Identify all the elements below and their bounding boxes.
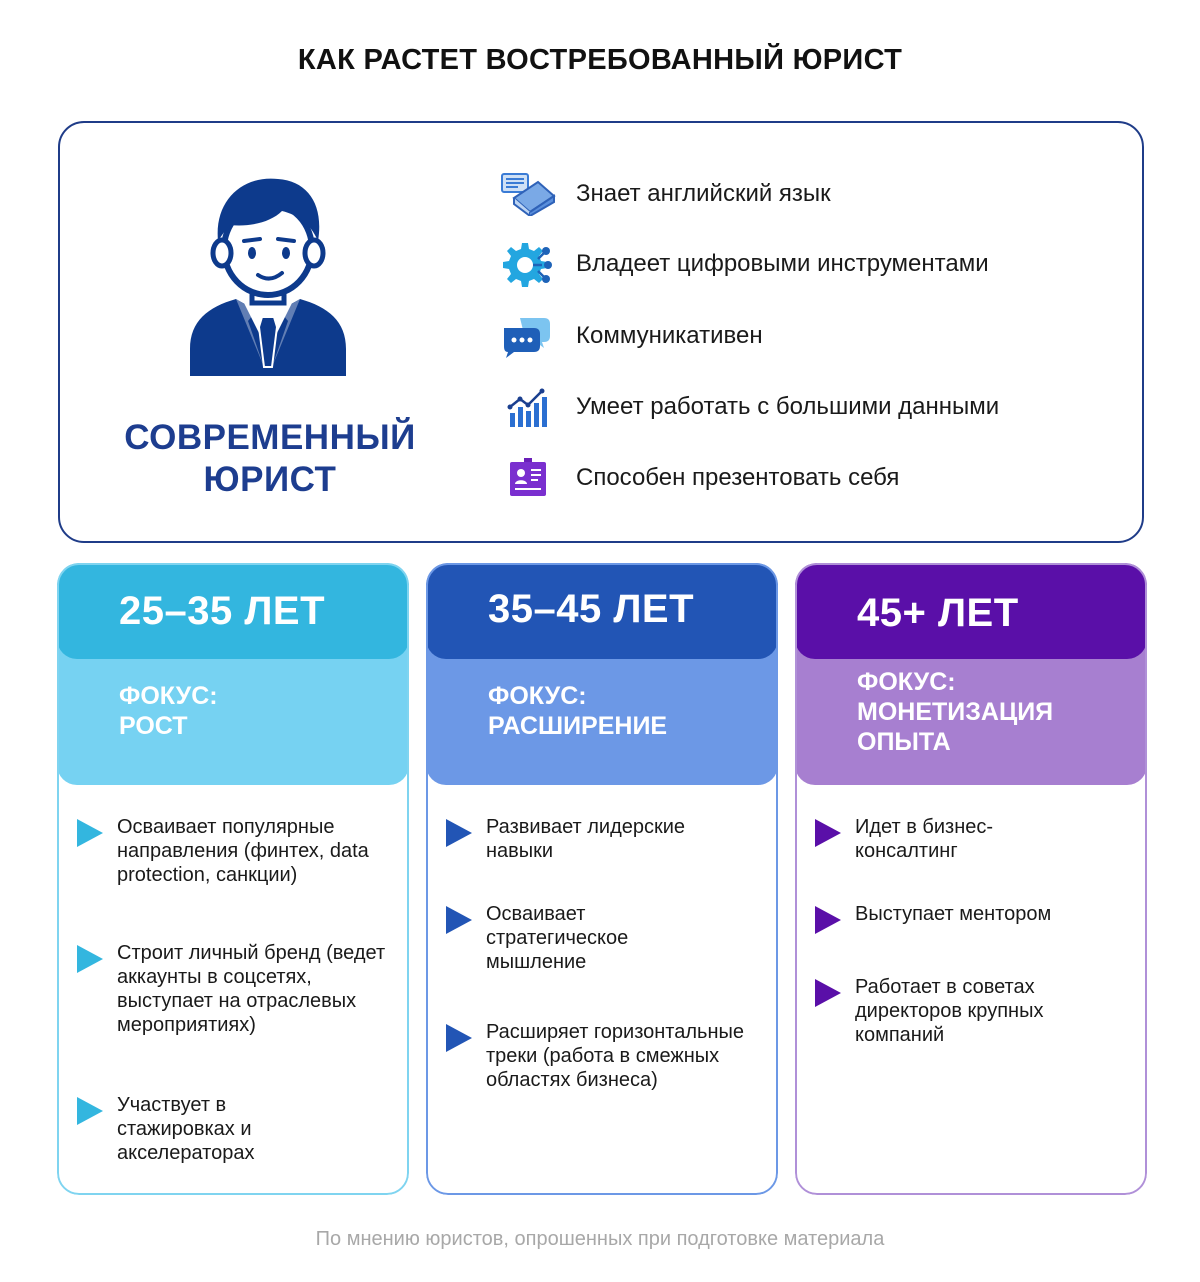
triangle-bullet-icon bbox=[815, 979, 841, 1007]
skill-text-data: Умеет работать с большими данными bbox=[576, 393, 1000, 420]
modern-lawyer-label bbox=[100, 417, 440, 501]
stage-focus-line: МОНЕТИЗАЦИЯ bbox=[857, 698, 1054, 726]
list-item bbox=[815, 902, 1135, 926]
stage-focus-band bbox=[795, 637, 1147, 785]
stage-header bbox=[795, 563, 1147, 659]
triangle-bullet-icon bbox=[77, 945, 103, 973]
stage-focus-text bbox=[488, 681, 768, 741]
english-book-icon bbox=[500, 169, 556, 219]
stage-age-label: 35–45 ЛЕТ bbox=[488, 587, 695, 631]
stage-focus-text bbox=[857, 667, 1137, 757]
stage-card-25-35 bbox=[57, 563, 409, 1195]
skill-item-data bbox=[500, 382, 999, 432]
skill-item-english bbox=[500, 169, 831, 219]
stage-focus-line: ФОКУС: bbox=[488, 682, 587, 710]
list-item bbox=[446, 1020, 766, 1092]
stage-focus-line: ФОКУС: bbox=[857, 668, 956, 696]
stage-card-45-plus bbox=[795, 563, 1147, 1195]
skill-text-english: Знает английский язык bbox=[576, 180, 831, 207]
list-item bbox=[77, 815, 397, 887]
skill-item-presentation bbox=[500, 453, 899, 503]
triangle-bullet-icon bbox=[77, 1097, 103, 1125]
stage-focus-text bbox=[119, 681, 399, 741]
skill-text-digital: Владеет цифровыми инструментами bbox=[576, 250, 989, 277]
modern-lawyer-label-line1: СОВРЕМЕННЫЙ bbox=[124, 418, 416, 457]
list-item bbox=[446, 815, 766, 863]
stage-focus-line: ФОКУС: bbox=[119, 682, 218, 710]
list-item-text: Идет в бизнес-консалтинг bbox=[855, 816, 994, 862]
list-item-text: Осваивает стратегическое мышление bbox=[486, 903, 629, 973]
triangle-bullet-icon bbox=[446, 1024, 472, 1052]
triangle-bullet-icon bbox=[77, 819, 103, 847]
list-item-text: Работает в советах директоров крупных компаний bbox=[855, 976, 1044, 1046]
source-note: По мнению юристов, опрошенных при подготовке материала bbox=[315, 1228, 885, 1250]
stage-focus-line: РОСТ bbox=[119, 712, 188, 740]
stage-header bbox=[426, 563, 778, 659]
digital-gear-icon bbox=[500, 239, 556, 289]
list-item bbox=[815, 815, 1135, 863]
stage-focus-line: ОПЫТА bbox=[857, 728, 951, 756]
list-item bbox=[815, 975, 1135, 1047]
presentation-board-icon bbox=[500, 453, 556, 503]
stage-header bbox=[57, 563, 409, 659]
triangle-bullet-icon bbox=[815, 906, 841, 934]
lawyer-avatar-icon bbox=[178, 171, 358, 381]
skill-item-digital bbox=[500, 239, 989, 289]
stage-card-35-45 bbox=[426, 563, 778, 1195]
skill-text-presentation: Способен презентовать себя bbox=[576, 464, 900, 491]
skill-item-communication bbox=[500, 311, 763, 361]
stage-focus-band bbox=[57, 637, 409, 785]
list-item bbox=[446, 902, 766, 974]
list-item-text: Выступает ментором bbox=[855, 903, 1052, 925]
stage-focus-band bbox=[426, 637, 778, 785]
triangle-bullet-icon bbox=[446, 906, 472, 934]
list-item-text: Участвует в стажировках и акселераторах bbox=[117, 1094, 255, 1164]
list-item bbox=[77, 1093, 397, 1165]
bar-chart-icon bbox=[500, 382, 556, 432]
chat-bubbles-icon bbox=[500, 311, 556, 361]
list-item-text: Строит личный бренд (ведет аккаунты в соцсетях, выступает на отраслевых мероприятиях) bbox=[117, 942, 386, 1036]
triangle-bullet-icon bbox=[815, 819, 841, 847]
modern-lawyer-card bbox=[58, 121, 1144, 543]
skill-text-communication: Коммуникативен bbox=[576, 322, 763, 349]
modern-lawyer-label-line2: ЮРИСТ bbox=[203, 460, 337, 499]
page-title: КАК РАСТЕТ ВОСТРЕБОВАННЫЙ ЮРИСТ bbox=[297, 44, 903, 76]
list-item bbox=[77, 941, 397, 1037]
list-item-text: Осваивает популярные направления (финтех, data protection, санкции) bbox=[117, 816, 369, 886]
stage-age-label: 45+ ЛЕТ bbox=[857, 591, 1019, 635]
stage-focus-line: РАСШИРЕНИЕ bbox=[488, 712, 668, 740]
list-item-text: Развивает лидерские навыки bbox=[486, 816, 686, 862]
stage-age-label: 25–35 ЛЕТ bbox=[119, 589, 326, 633]
list-item-text: Расширяет горизонтальные треки (работа в смежных областях бизнеса) bbox=[486, 1021, 744, 1091]
triangle-bullet-icon bbox=[446, 819, 472, 847]
